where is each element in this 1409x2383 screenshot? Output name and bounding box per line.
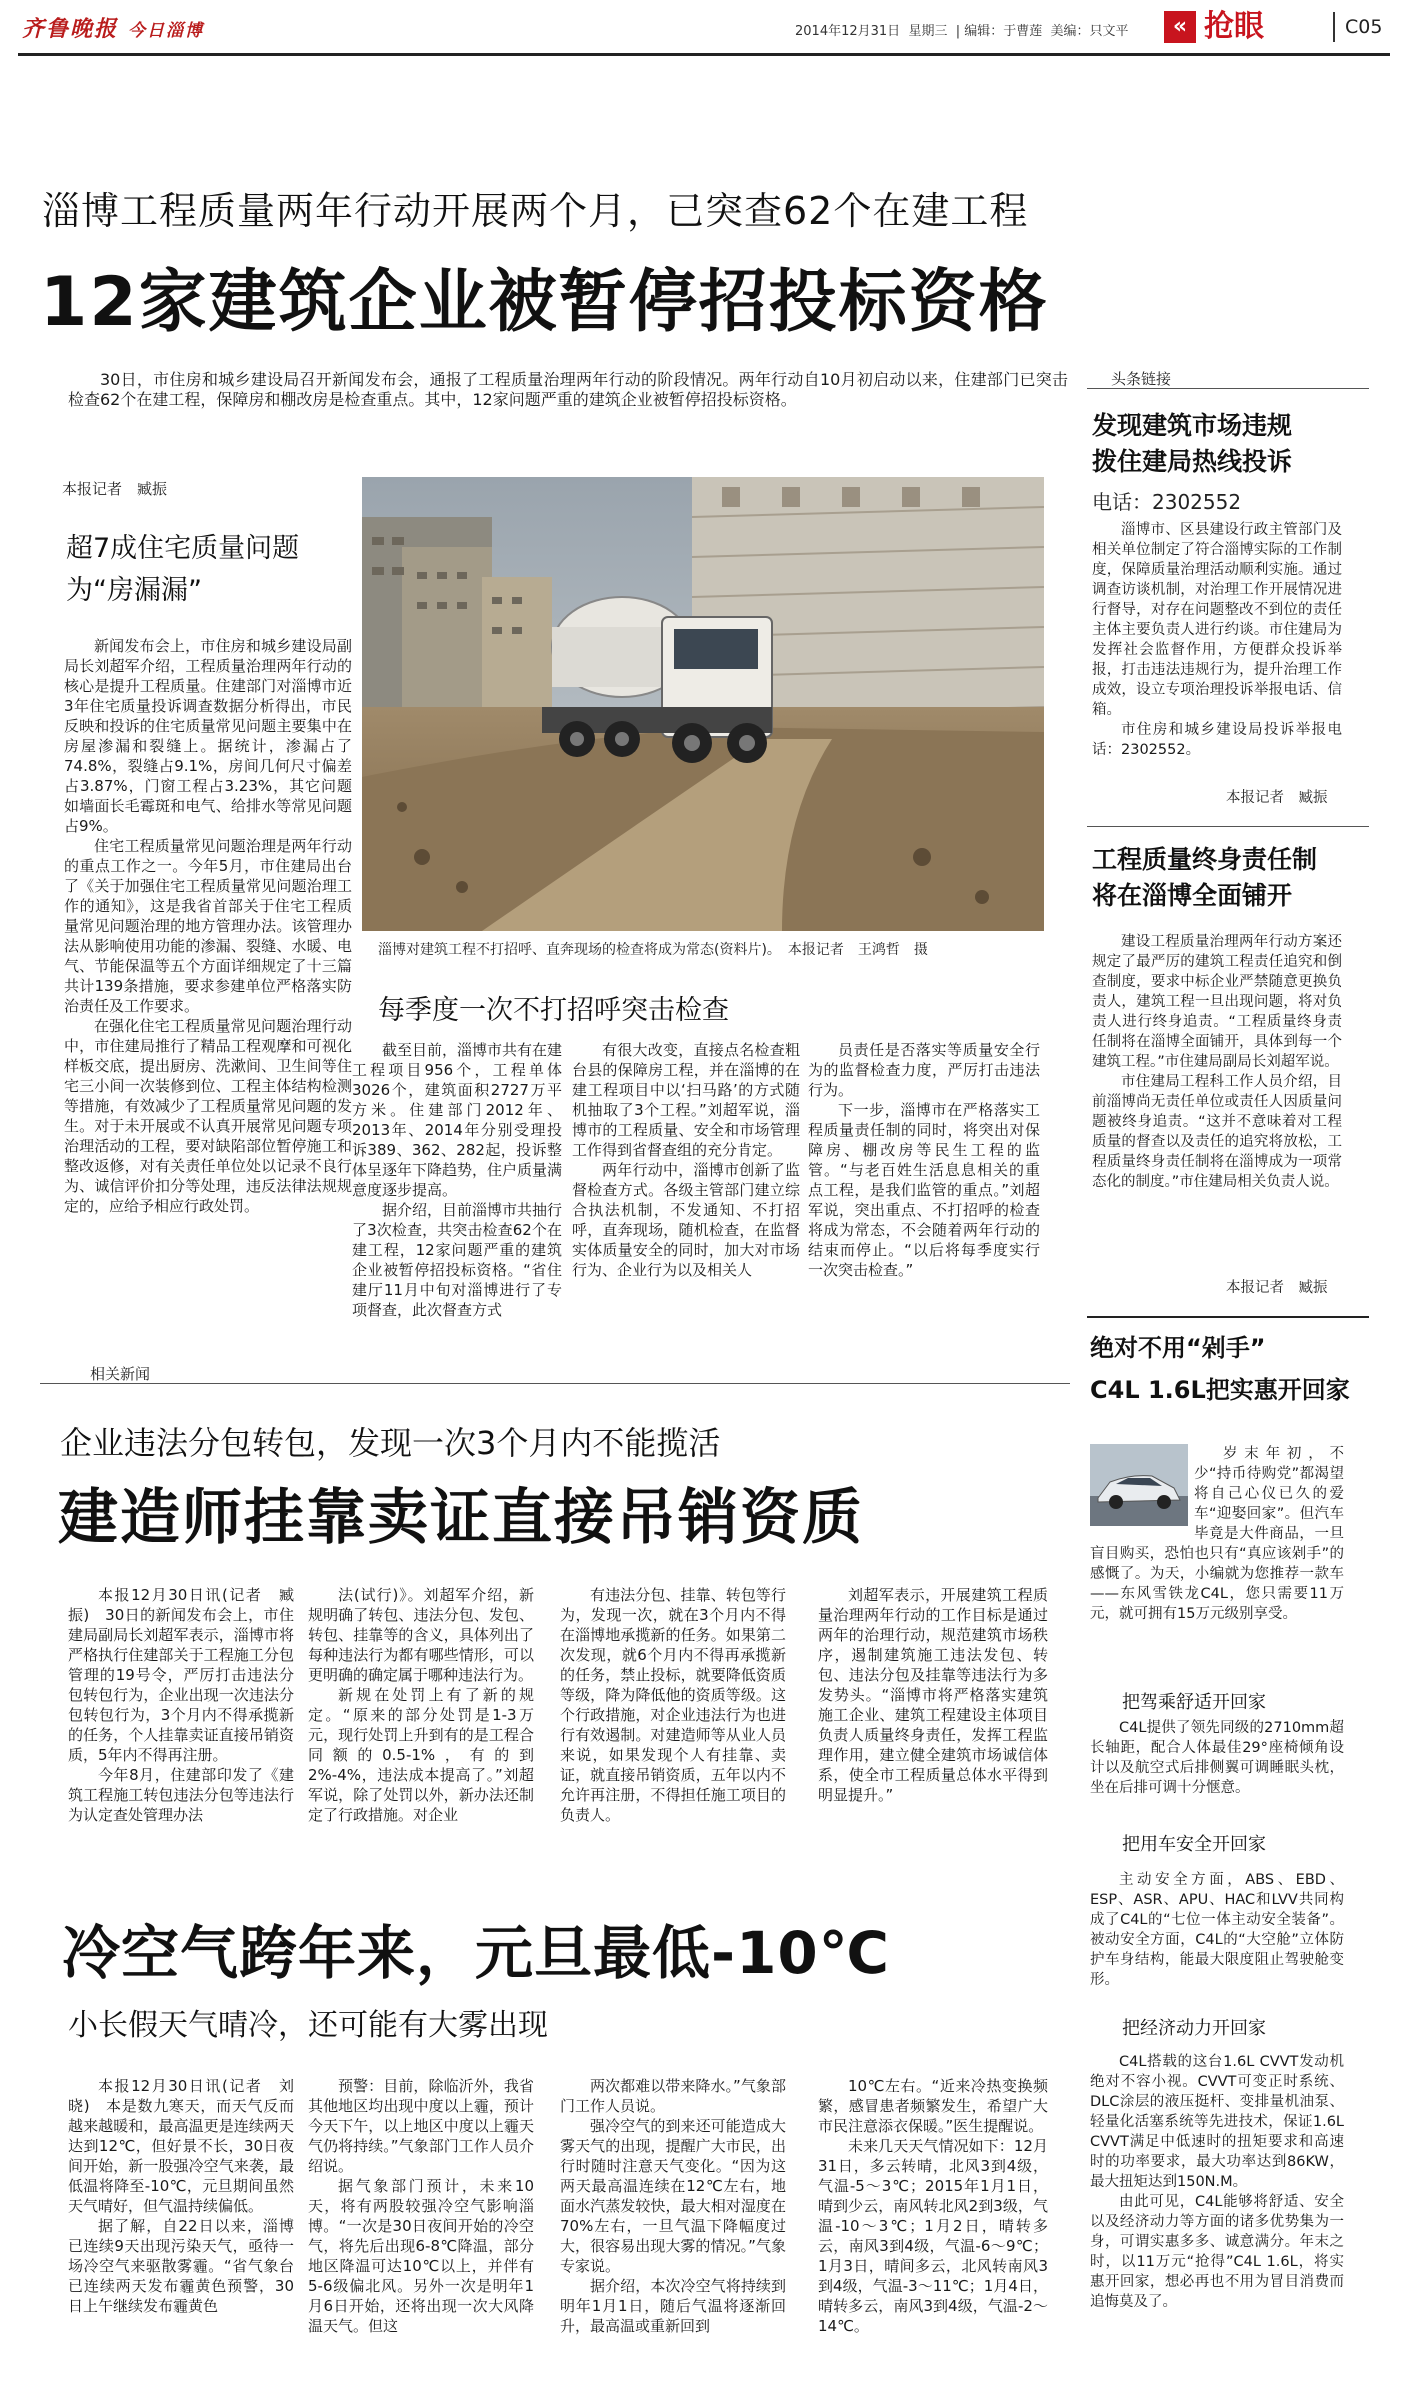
story2-kicker: 企业违法分包转包，发现一次3个月内不能揽活 — [60, 1424, 721, 1462]
issue-date: 2014年12月31日 星期三 | 编辑：于曹莲 美编：只文平 — [795, 24, 1129, 39]
sidebar-hotline: 电话：2302552 — [1092, 490, 1242, 514]
story2-column-4: 刘超军表示，开展建筑工程质量治理两年行动的工作目标是通过两年的治理行动，规范建筑市场秩序，遏制建筑施工违法发包、转包、违法分包及挂靠等违法行为多发势头。“淄博市将严格落实建筑施工企业、建筑工程建设主体项目负责人质量终身责任，发挥工程监理作用，建立健全建筑市场诚信体系，使全市工程质量总体水平得到明显提升。” — [818, 1586, 1048, 1804]
sidebar-story1-text: 淄博市、区县建设行政主管部门及相关单位制定了符合淄博实际的工作制度，保障质量治理活动顺利实施。通过调查访谈机制，对治理工作开展情况进行督导，对存在问题整改不到位的责任主体主要负责人进行约谈。市住建局为发挥社会监督作用，方便群众投诉举报，打击违法违规行为，提升治理工作成效，设立专项治理投诉举报电话、信箱。 市住房和城乡建设局投诉举报电话：2302552。 — [1092, 522, 1342, 758]
lead-intro: 30日，市住房和城乡建设局召开新闻发布会，通报了工程质量治理两年行动的阶段情况。两年行动自10月初启动以来，住建部门已突击检查62个在建工程，保障房和棚改房是检查重点。其中，12家问题严重的建筑企业被暂停招投标资格。 — [68, 370, 1068, 409]
ad-economy-text: C4L搭载的这台1.6L CVVT发动机绝对不容小视。CVVT可变正时系统、DLC涂层的液压挺杆、变排量机油泵、轻量化活塞系统等先进技术，保证1.6L CVVT满足中低速时的扭矩要求和高速时的功率要求，最大功率达到86KW，最大扭矩达到150N.M。 由此可见，C4L能够将舒适、安全以及经济动力等方面的诸多优势集为一身，可谓实惠多多、诚意满分。年末之时，以11万元“抢得”C4L 1.6L，将实惠开回家，想必再也不用为冒目消费而追悔莫及了。 — [1090, 2054, 1344, 2310]
lead-headline: 12家建筑企业被暂停招投标资格 — [40, 263, 1049, 342]
story3-column-4: 10℃左右。“近来冷热变换频繁，感冒患者频繁发生，希望广大市民注意添衣保暖。”医生提醒说。 未来几天天气情况如下：12月31日，多云转晴，北风3到4级，气温-5～3℃；2015年1月1日，晴到少云，南风转北风2到3级，气温-10～3℃；1月2日，晴转多云，南风3到4级，气温-6～9℃；1月3日，晴间多云，北风转南风3到4级，气温-3～11℃；1月4日，晴转多云，南风3到4级，气温-2～14℃。 — [818, 2077, 1048, 2335]
sidebar-story2-text: 建设工程质量治理两年行动方案还规定了最严厉的建筑工程责任追究和倒查制度，要求中标企业严禁随意更换负责人，建筑工程一旦出现问题，将对负责人进行终身追责。“工程质量终身责任制将在淄博全面铺开，具体到每一个建筑工程。”市住建局副局长刘超军说。 市住建局工程科工作人员介绍，目前淄博尚无责任单位或责任人因质量问题被终身追责。“这并不意味着对工程质量的督查以及责任的追究将放松，工程质量终身责任制将在淄博成为一项常态化的制度。”市住建局相关负责人说。 — [1092, 934, 1342, 1190]
ad-headline: 绝对不用“剁手” C4L 1.6L把实惠开回家 — [1090, 1334, 1350, 1404]
truck-site-image — [362, 477, 1044, 931]
lead-column-3: 有很大改变，直接点名检查粗台县的保障房工程，并在淄博的在建工程项目中以‘扫马路’的方式随机抽取了3个工程。”刘超军说，淄博市的工程质量、安全和市场管理工作得到省督查组的充分肯定。 两年行动中，淄博市创新了监督检查方式。各级主管部门建立综合执法机制，不发通知、不打招呼，直奔现场，随机检查，在监督实体质量安全的同时，加大对市场行为、企业行为以及相关人 — [572, 1041, 800, 1279]
sidebar-story1-title: 发现建筑市场违规 拨住建局热线投诉 — [1092, 411, 1293, 476]
column-badge — [1164, 8, 1329, 46]
masthead-rule — [18, 53, 1390, 56]
lead-byline: 本报记者 臧振 — [62, 480, 168, 498]
page-divider — [1333, 12, 1335, 42]
subhead-leak: 超7成住宅质量问题为“房漏漏” — [66, 533, 300, 606]
photo-caption: 淄博对建筑工程不打招呼、直奔现场的检查将成为常态(资料片)。 本报记者 王鸿哲 摄 — [378, 942, 928, 958]
page-number: C05 — [1345, 16, 1383, 38]
ad-rule — [1087, 1316, 1369, 1318]
sidebar-label: 头条链接 — [1087, 368, 1307, 389]
chevron-left-icon: « — [1164, 11, 1196, 43]
story3-column-1: 本报12月30日讯(记者 刘晓) 本是数九寒天，而天气反而越来越暖和，最高温更是连续两天达到12℃，但好景不长，30日夜间开始，新一股强冷空气来袭，最低温将降至-10℃，元旦期间虽然天气晴好，但气温持续偏低。 据了解，自22日以来，淄博已连续9天出现污染天气，亟待一场冷空气来驱散雾霾。“省气象台已连续两天发布霾黄色预警，30日上午继续发布霾黄色 — [68, 2077, 294, 2315]
lead-column-1: 新闻发布会上，市住房和城乡建设局副局长刘超军介绍，工程质量治理两年行动的核心是提升工程质量。住建部门对淄博市近3年住宅质量投诉调查数据分析得出，市民反映和投诉的住宅质量常见问题主要集中在房屋渗漏和裂缝上。据统计，渗漏占了74.8%，裂缝占9.1%，房间几何尺寸偏差占3.87%，门窗工程占3.23%，其它问题如墙面长毛霉斑和电气、给排水等常见问题占9%。 住宅工程质量常见问题治理是两年行动的重点工作之一。今年5月，市住建局出台了《关于加强住宅工程质量常见问题治理工作的通知》，这是我省首部关于住宅工程质量常见问题治理的地方管理办法。该管理办法从影响使用功能的渗漏、裂缝、水暖、电气、节能保温等五个方面详细规定了十三篇共计139条措施，要求参建单位严格落实防治责任及工作要求。 在强化住宅工程质量常见问题治理行动中，市住建局推行了精品工程观摩和可视化样板交底，提出厨房、洗漱间、卫生间等住宅三小间一次装修到位、工程主体结构检测等措施，有效减少了工程质量常见问题的发生。对于未开展或不认真开展常见问题专项治理活动的工程，要对缺陷部位暂停施工和整改返修，对有关责任单位处以记录不良行为、诚信评价扣分等处理，违反法律法规规定的，应给予相应行政处罚。 — [64, 637, 352, 1215]
paper-name: 齐鲁晚报 — [22, 16, 119, 42]
section-name: 今日淄博 — [128, 21, 204, 41]
sidebar-story1-byline: 本报记者 臧振 — [1226, 790, 1328, 806]
story3-kicker: 小长假天气晴冷，还可能有大雾出现 — [68, 2008, 548, 2043]
ad-safety-text: 主动安全方面，ABS、EBD、ESP、ASR、APU、HAC和LVV共同构成了C4L的“七位一体主动安全装备”。被动安全方面，C4L的“大空舱”立体防护车身结构，能最大限度阻止驾驶舱变形。 — [1090, 1872, 1344, 1988]
column-title: 抢眼 — [1204, 9, 1264, 44]
story2-column-2: 法(试行)》。刘超军介绍，新规明确了转包、违法分包、发包、转包、挂靠等的含义，具体列出了每种违法行为都有哪些情形，可以更明确的确定属于哪种违法行为。 新规在处罚上有了新的规定。“原来的部分处罚是1-3万元，现行处罚上升到有的是工程合同额的0.5-1%，有的到2%-4%，违法成本提高了。”刘超军说，除了处罚以外，新办法还制定了行政措施。对企业 — [308, 1586, 534, 1824]
ad-intro: 岁末年初，不少“持币待购党”都渴望将自己心仪已久的爱车“迎娶回家”。但汽车毕竟是大件商品，一旦盲目购买，恐怕也只有“真应该剁手”的感慨了。为天，小编就为您推荐一款车——东风雪铁龙C4L，您只需要11万元，就可拥有15万元级别享受。 — [1090, 1446, 1344, 1622]
ad-comfort-text: C4L提供了领先同级的2710mm超长轴距，配合人体最佳29°座椅倾角设计以及航空式后排侧翼可调睡眠头枕，坐在后排可调十分惬意。 — [1090, 1720, 1344, 1796]
sidebar-story2-byline: 本报记者 臧振 — [1226, 1280, 1328, 1296]
sidebar-story2-title: 工程质量终身责任制 将在淄博全面铺开 — [1092, 845, 1318, 910]
story3-headline: 冷空气跨年来，元旦最低-10℃ — [62, 1919, 891, 1987]
lead-column-4: 员责任是否落实等质量安全行为的监督检查力度，严厉打击违法行为。 下一步，淄博市在严格落实工程质量责任制的同时，将突出对保障房、棚改房等民生工程的监管。“与老百姓生活息息相关的重点工程，是我们监管的重点。”刘超军说，突出重点、不打招呼的检查将成为常态，不会随着两年行动的结束而停止。“以后将每季度实行一次突击检查。” — [808, 1041, 1040, 1279]
story2-column-3: 有违法分包、挂靠、转包等行为，发现一次，就在3个月内不得在淄博地承揽新的任务。如果第二次发现，就6个月内不得再承揽新的任务，禁止投标，就要降低资质等级，降为降低他的资质等级。这个行政措施，对企业违法行为也进行有效遏制。对建造师等从业人员来说，如果发现个人有挂靠、卖证，就直接吊销资质，五年以内不允许再注册，不得担任施工项目的负责人。 — [560, 1586, 786, 1824]
construction-photo — [362, 477, 1044, 931]
ad-subhead-economy: 把经济动力开回家 — [1122, 2018, 1266, 2039]
ad-subhead-safety: 把用车安全开回家 — [1122, 1834, 1266, 1855]
story2-headline: 建造师挂靠卖证直接吊销资质 — [58, 1483, 864, 1553]
sidebar-rule-1 — [1087, 826, 1369, 827]
story3-column-3: 两次都难以带来降水。”气象部门工作人员说。 强冷空气的到来还可能造成大雾天气的出现，提醒广大市民，出行时随时注意天气变化。“因为这两天最高温连续在12℃左右，地面水汽蒸发较快，最大相对湿度在70%左右，一旦气温下降幅度过大，很容易出现大雾的情况。”气象专家说。 据介绍，本次冷空气将持续到明年1月1日，随后气温将逐渐回升，最高温或重新回到 — [560, 2077, 786, 2335]
subhead-inspection: 每季度一次不打招呼突击检查 — [378, 995, 729, 1026]
related-news-label: 相关新闻 — [40, 1363, 1070, 1384]
lead-column-2: 截至目前，淄博市共有在建工程项目956个，工程单体3026个，建筑面积2727万平方米。住建部门2012年、2013年、2014年分别受理投诉389、362、282起，投诉整体呈逐年下降趋势，住户质量满意度逐步提高。 据介绍，目前淄博市共抽行了3次检查，共突击检查62个在建工程，12家问题严重的建筑企业被暂停招投标资格。“省住建厅11月中旬对淄博进行了专项督查，此次督查方式 — [352, 1041, 563, 1319]
ad-subhead-comfort: 把驾乘舒适开回家 — [1122, 1692, 1266, 1713]
story3-column-2: 预警：目前，除临沂外，我省其他地区均出现中度以上霾，预计今天下午，以上地区中度以上霾天气仍将持续。”气象部门工作人员介绍说。 据气象部门预计，未来10天，将有两股较强冷空气影响淄博。“一次是30日夜间开始的冷空气，将先后出现6-8℃降温，部分地区降温可达10℃以上，并伴有5-6级偏北风。另外一次是明年1月6日开始，还将出现一次大风降温天气。但这 — [308, 2077, 534, 2335]
lead-kicker: 淄博工程质量两年行动开展两个月，已突查62个在建工程 — [42, 189, 1029, 233]
story2-column-1: 本报12月30日讯(记者 臧振) 30日的新闻发布会上，市住建局副局长刘超军表示，淄博市将严格执行住建部关于工程施工分包管理的19号令，严厉打击违法分包转包行为，企业出现一次违法分包转包行为，3个月内不得承揽新的任务，个人挂靠卖证直接吊销资质，5年内不得再注册。 今年8月，住建部印发了《建筑工程施工转包违法分包等违法行为认定查处管理办法 — [68, 1586, 294, 1824]
